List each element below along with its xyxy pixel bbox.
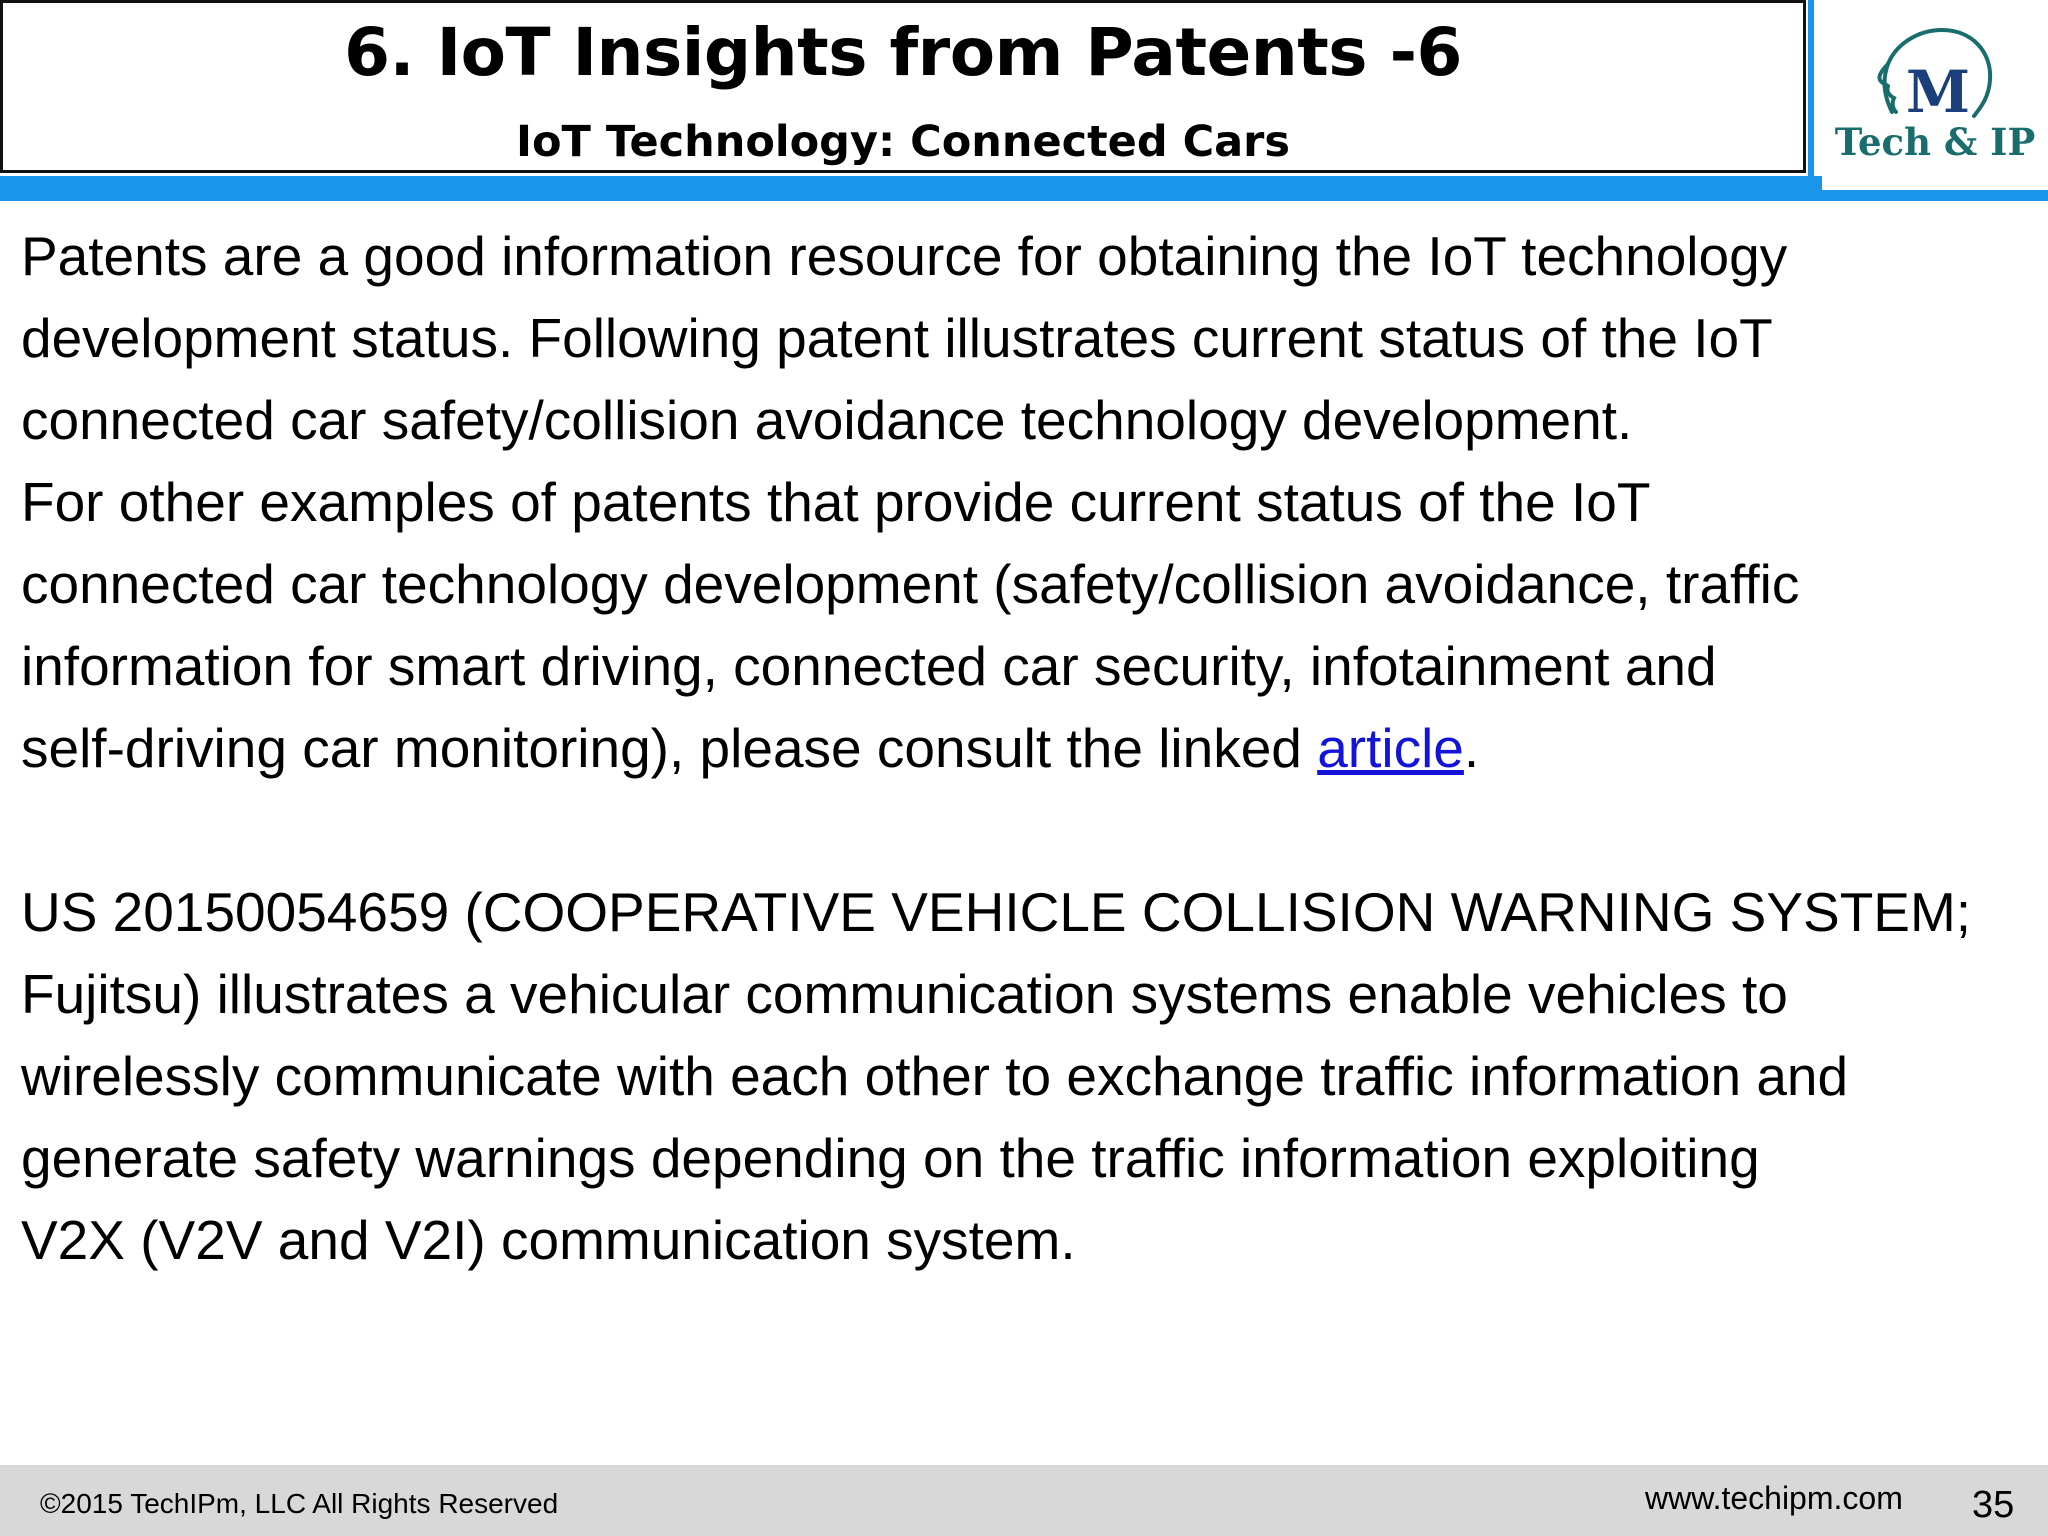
logo-mark: M — [1905, 58, 1971, 126]
body-line: connected car safety/collision avoidance technology development. — [21, 389, 1633, 451]
accent-bar — [0, 176, 2048, 201]
paragraph-spacer — [21, 789, 2041, 871]
body-line: For other examples of patents that provide current status of the IoT — [21, 471, 1651, 533]
logo-divider — [1808, 0, 1814, 176]
patent-line: Fujitsu) illustrates a vehicular communication systems enable vehicles to — [21, 963, 1788, 1025]
slide-subtitle: IoT Technology: Connected Cars — [516, 117, 1290, 167]
link-line-suffix: . — [1463, 717, 1480, 779]
body-line: connected car technology development (safety/collision avoidance, traffic — [21, 553, 1800, 615]
footer — [0, 1465, 2048, 1536]
patent-line: US 20150054659 (COOPERATIVE VEHICLE COLLISION WARNING SYSTEM; — [21, 881, 1972, 943]
slide-title: 6. IoT Insights from Patents -6 — [344, 14, 1462, 91]
website-url: www.techipm.com — [1645, 1480, 1903, 1516]
patent-line: wirelessly communicate with each other to exchange traffic information and — [21, 1045, 1849, 1107]
logo — [1822, 0, 2048, 190]
page-number: 35 — [1972, 1484, 2015, 1526]
title-box — [0, 0, 1806, 173]
body-line-with-link — [21, 707, 2041, 789]
patent-line: generate safety warnings depending on the traffic information exploiting — [21, 1127, 1760, 1189]
body-line: development status. Following patent illustrates current status of the IoT — [21, 307, 1773, 369]
logo-text: Tech & IP — [1834, 120, 2036, 164]
link-line-prefix: self-driving car monitoring), please consult the linked — [21, 717, 1318, 779]
body-line: information for smart driving, connected car security, infotainment and — [21, 635, 1717, 697]
article-link[interactable]: article — [1317, 717, 1464, 779]
patent-line: V2X (V2V and V2I) communication system. — [21, 1209, 1076, 1271]
body-line: Patents are a good information resource for obtaining the IoT technology — [21, 225, 1788, 287]
body-text — [21, 215, 2041, 1281]
copyright-notice: ©2015 TechIPm, LLC All Rights Reserved — [40, 1488, 559, 1519]
